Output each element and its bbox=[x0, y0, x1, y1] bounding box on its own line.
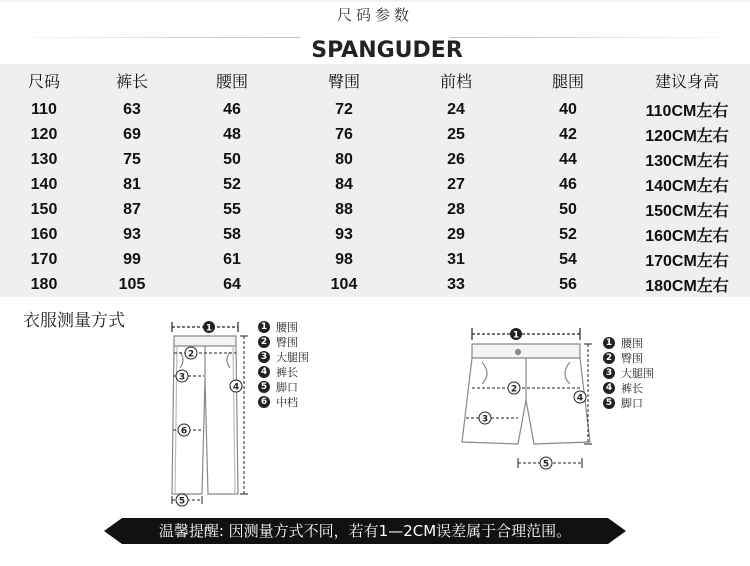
table-cell: 50 bbox=[223, 150, 241, 168]
table-cell: 120 bbox=[30, 125, 58, 143]
shorts-legend-label: 大腿围 bbox=[621, 366, 654, 380]
pants-legend-item bbox=[258, 349, 309, 364]
table-cell: 24 bbox=[447, 100, 465, 118]
number-badge-icon: 6 bbox=[258, 396, 270, 408]
table-row bbox=[0, 147, 750, 172]
pants-diagram bbox=[160, 316, 260, 508]
table-cell: 160 bbox=[30, 225, 58, 243]
table-cell: 130CM左右 bbox=[645, 153, 729, 170]
number-badge-icon: 5 bbox=[258, 381, 270, 393]
table-cell: 42 bbox=[559, 125, 577, 143]
table-cell: 56 bbox=[559, 275, 577, 293]
table-cell: 140 bbox=[30, 175, 58, 193]
table-row bbox=[0, 172, 750, 197]
pants-length-line bbox=[240, 336, 248, 494]
table-cell: 170CM左右 bbox=[645, 253, 729, 270]
table-cell: 93 bbox=[123, 225, 141, 243]
measurement-note: 温馨提醒: 因测量方式不同，若有1—2CM误差属于合理范围。 bbox=[158, 522, 572, 540]
pants-legend-item bbox=[258, 334, 309, 349]
table-cell: 98 bbox=[335, 250, 353, 268]
number-badge-icon: 1 bbox=[258, 321, 270, 333]
pants-marker-label: 6 bbox=[180, 426, 188, 437]
number-badge-icon: 5 bbox=[603, 397, 615, 409]
table-cell: 140CM左右 bbox=[645, 178, 729, 195]
table-cell: 84 bbox=[335, 175, 353, 193]
measurement-method-title: 衣服测量方式 bbox=[23, 311, 125, 331]
shorts-legend-label: 腰围 bbox=[621, 336, 643, 350]
table-cell: 27 bbox=[447, 175, 465, 193]
pants-marker-label: 5 bbox=[178, 496, 186, 507]
column-header: 裤长 bbox=[115, 72, 148, 91]
column-header: 建议身高 bbox=[654, 72, 719, 91]
shorts-legend-item bbox=[603, 350, 654, 365]
table-row bbox=[0, 197, 750, 222]
table-row bbox=[0, 272, 750, 297]
pants-marker-5 bbox=[176, 494, 188, 507]
table-cell: 29 bbox=[447, 225, 465, 243]
shorts-marker-label: 5 bbox=[542, 459, 550, 470]
table-header-row bbox=[0, 64, 750, 97]
table-cell: 150CM左右 bbox=[645, 203, 729, 220]
table-cell: 46 bbox=[223, 100, 241, 118]
pants-legend-label: 臀围 bbox=[276, 335, 298, 349]
table-cell: 64 bbox=[223, 275, 241, 293]
shorts-marker-3 bbox=[479, 412, 491, 425]
table-cell: 87 bbox=[123, 200, 141, 218]
pants-legend-label: 腰围 bbox=[276, 320, 298, 334]
table-cell: 52 bbox=[559, 225, 577, 243]
shorts-legend-label: 臀围 bbox=[621, 351, 643, 365]
column-header: 腰围 bbox=[215, 72, 248, 91]
table-cell: 120CM左右 bbox=[645, 128, 729, 145]
table-cell: 33 bbox=[447, 275, 465, 293]
table-row bbox=[0, 222, 750, 247]
header-divider-left bbox=[0, 37, 300, 38]
brand-name: SPANGUDER bbox=[311, 38, 463, 63]
page-title: 尺码参数 bbox=[336, 6, 413, 24]
pants-marker-label: 4 bbox=[232, 382, 240, 393]
column-header: 腿围 bbox=[551, 72, 584, 91]
table-cell: 130 bbox=[30, 150, 58, 168]
shorts-diagram bbox=[456, 322, 596, 474]
pants-marker-1 bbox=[203, 321, 215, 334]
pants-marker-2 bbox=[185, 347, 197, 360]
column-header: 尺码 bbox=[27, 72, 60, 91]
pants-legend-label: 大腿围 bbox=[276, 350, 309, 364]
table-cell: 58 bbox=[223, 225, 241, 243]
pants-outline-icon bbox=[172, 336, 238, 494]
table-cell: 63 bbox=[123, 100, 141, 118]
pants-legend-item bbox=[258, 364, 309, 379]
shorts-marker-1 bbox=[510, 328, 522, 341]
shorts-legend-item bbox=[603, 335, 654, 350]
table-cell: 76 bbox=[335, 125, 353, 143]
pants-legend-item bbox=[258, 394, 309, 409]
table-cell: 48 bbox=[223, 125, 241, 143]
number-badge-icon: 1 bbox=[603, 337, 615, 349]
shorts-marker-2 bbox=[508, 382, 520, 395]
pants-marker-4 bbox=[230, 380, 242, 393]
number-badge-icon: 2 bbox=[258, 336, 270, 348]
header-top-line bbox=[0, 0, 750, 2]
size-table bbox=[0, 64, 750, 297]
table-cell: 72 bbox=[335, 100, 353, 118]
pants-legend-label: 裤长 bbox=[276, 365, 298, 379]
pants-legend-item bbox=[258, 379, 309, 394]
number-badge-icon: 3 bbox=[258, 351, 270, 363]
shorts-marker-5 bbox=[540, 457, 552, 470]
page-header bbox=[0, 0, 750, 64]
table-cell: 52 bbox=[223, 175, 241, 193]
column-header: 前档 bbox=[439, 72, 472, 91]
table-cell: 104 bbox=[330, 275, 358, 293]
shorts-legend-label: 裤长 bbox=[621, 381, 643, 395]
table-cell: 31 bbox=[447, 250, 465, 268]
table-cell: 25 bbox=[447, 125, 465, 143]
pants-marker-label: 1 bbox=[205, 323, 213, 334]
number-badge-icon: 4 bbox=[258, 366, 270, 378]
table-cell: 99 bbox=[123, 250, 141, 268]
header-divider-right bbox=[450, 37, 750, 38]
table-cell: 170 bbox=[30, 250, 58, 268]
shorts-legend-label: 脚口 bbox=[621, 396, 643, 410]
table-cell: 150 bbox=[30, 200, 58, 218]
table-cell: 61 bbox=[223, 250, 241, 268]
table-cell: 160CM左右 bbox=[645, 228, 729, 245]
table-cell: 81 bbox=[123, 175, 141, 193]
shorts-legend-item bbox=[603, 380, 654, 395]
size-table-grid bbox=[0, 64, 750, 297]
column-header: 臀围 bbox=[327, 72, 360, 91]
table-cell: 80 bbox=[335, 150, 353, 168]
pants-marker-3 bbox=[176, 370, 188, 383]
table-cell: 40 bbox=[559, 100, 577, 118]
shorts-legend bbox=[603, 335, 654, 410]
table-row bbox=[0, 97, 750, 122]
pants-legend-label: 中档 bbox=[276, 395, 298, 409]
shorts-marker-label: 2 bbox=[510, 384, 518, 395]
shorts-marker-label: 4 bbox=[576, 393, 584, 404]
table-cell: 110CM左右 bbox=[645, 103, 729, 120]
table-row bbox=[0, 247, 750, 272]
shorts-outline-icon bbox=[462, 344, 590, 444]
shorts-legend-item bbox=[603, 365, 654, 380]
pants-legend-label: 脚口 bbox=[276, 380, 298, 394]
table-cell: 88 bbox=[335, 200, 353, 218]
shorts-marker-label: 3 bbox=[481, 414, 489, 425]
number-badge-icon: 2 bbox=[603, 352, 615, 364]
pants-legend-item bbox=[258, 319, 309, 334]
shorts-marker-label: 1 bbox=[512, 330, 520, 341]
shorts-legend-item bbox=[603, 395, 654, 410]
number-badge-icon: 4 bbox=[603, 382, 615, 394]
pants-marker-label: 3 bbox=[178, 372, 186, 383]
table-row bbox=[0, 122, 750, 147]
table-cell: 46 bbox=[559, 175, 577, 193]
table-cell: 26 bbox=[447, 150, 465, 168]
table-cell: 75 bbox=[123, 150, 141, 168]
table-cell: 93 bbox=[335, 225, 353, 243]
table-cell: 110 bbox=[31, 100, 57, 118]
table-body bbox=[0, 97, 750, 297]
pants-marker-6 bbox=[178, 424, 190, 437]
pants-legend bbox=[258, 319, 309, 409]
table-cell: 50 bbox=[559, 200, 577, 218]
table-cell: 180CM左右 bbox=[645, 278, 729, 295]
table-cell: 180 bbox=[30, 275, 58, 293]
shorts-marker-4 bbox=[574, 391, 586, 404]
table-cell: 54 bbox=[559, 250, 577, 268]
table-cell: 69 bbox=[123, 125, 141, 143]
table-cell: 105 bbox=[118, 275, 146, 293]
table-cell: 28 bbox=[447, 200, 465, 218]
pants-marker-label: 2 bbox=[187, 349, 195, 360]
shorts-waist-line bbox=[472, 328, 580, 340]
table-cell: 55 bbox=[223, 200, 241, 218]
table-cell: 44 bbox=[559, 150, 577, 168]
number-badge-icon: 3 bbox=[603, 367, 615, 379]
